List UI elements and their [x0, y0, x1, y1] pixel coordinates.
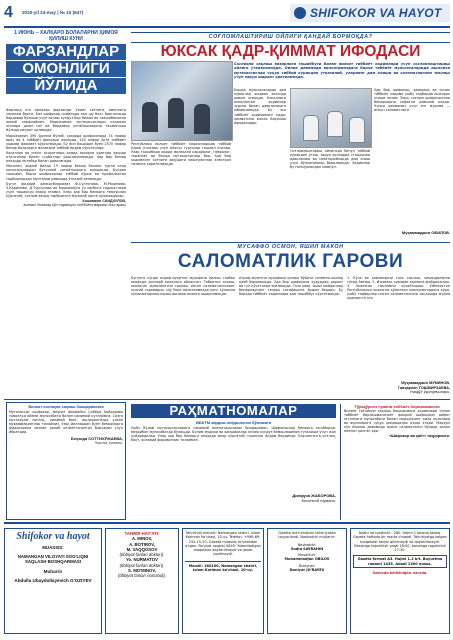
thanks-subtitle: ВБКТМ кардио-нефрология бўлимига [196, 420, 271, 425]
band-divider [4, 399, 450, 400]
designer-name: Doniyor JO'RAYEV [289, 568, 325, 573]
board-member: S. MO'MINOV, [127, 568, 157, 574]
board-member-degree: (tibbiyot fanlari doktori). [119, 562, 165, 568]
issue-info: 2020-yil 24-may | № 10 (647) [22, 10, 84, 15]
price-note: Sotuvda kelishilgan narxda. [372, 571, 428, 576]
left-article-kicker: 1 ИЮНЬ – ХАЛҚАРО БОЛАЛАРНИ ҲИМОЯ ҚИЛИШ КУНИ [14, 30, 118, 42]
masthead [290, 4, 450, 22]
signature-role: вилоят болалар кўп тармоқли тиббиёт маркази бош врачи [23, 203, 126, 208]
thanks-signature [131, 493, 336, 503]
congrats-signature-role: Чортоқ туманы. [94, 441, 123, 446]
board-member: M. VAQQOSOV [126, 546, 158, 552]
board-member: Yo. NURMATOV [126, 557, 158, 563]
footer-editor-label: Muharrir [43, 568, 63, 574]
duty-name: Sodiq SAYRAHIN [290, 546, 324, 551]
congrats-title: Вилоят соғлиқни сақлаш бошқармасига [28, 405, 104, 409]
board-title: TAHRIR HAY'ATI: [124, 531, 160, 536]
feature-photo-checkup [290, 88, 372, 148]
header-divider [4, 26, 450, 28]
congratulation-box [6, 402, 126, 520]
page-number: 4 [4, 4, 13, 21]
title-line: ЙЎЛИДА [6, 78, 126, 94]
thanks-body: Ушбу бўлим мутахассисларига самимий миннатдорчилик билдираман. Шифокорлар беморга эътиборли, меҳрибон муносабатда бўлишди. Бўлим мудири ва ҳамширалар кечаю кундуз беморларимиз тузалиши учун жон куйдирдилар. Улар ҳар бир беморга алоҳида меҳр кўрсатиб, ишончли ёрдам бердилар. Барчангизга соғлиқ, бахт, оилавий фаровонлик тилайман. [131, 426, 336, 443]
signature-name: Дилфуза ЖАБОРОВА, [292, 493, 336, 498]
section-label-text: СОҒЛОМЛАШТИРИШ ОЙЛИГИ ҚАНДАЙ БОРМОҚДА? [208, 34, 373, 40]
feature-photo-medical-staff [131, 61, 233, 141]
paragraph: Фарзанд эта оилалар фарзанди. Унинг соғлиги, омонлиги чинакам бахти. Биз шифокор сифатида ана шу бахт биргаликда бардавор бўлиши учун кечаю кундуз бор билим ва тажрибамизни аямай сарфлаймиз. Марказимиз мутахассислари келажак эгалари доим соғ ва бардавор улғайишларини таъминлаш йўлида меҳнат қилмоқда. [6, 108, 126, 133]
health-section-label [131, 242, 450, 251]
print-box: Gazeta format A3. Hajmi 1.2 b/t. Buyurtma raqami 1435. Adadi 1300 nusxa. [353, 555, 447, 568]
paragraph: Касаллик ва унинг асоратлари ҳамда зарарли одатлар ҳақида ота-оналар билан суҳбатлар уюштирилмоқда. Ҳар бир бемор алоҳида эътибор билан даволанади. [6, 150, 126, 164]
feature-column-3: Соғломлаштириш ойлигида бепул тиббий кўрикдан ўтиш, зарур ҳолларда стационар даволаниш ва санаторийларда дам олиш учун йўлланмалар берилмоқда. Ходимлар бу ғамхўрликдан мамнун. [290, 149, 370, 170]
board-member: A. MINOV, [131, 536, 153, 542]
title-line: ОМОНЛИГИ [6, 61, 126, 77]
signature-name: Хошимжон САИДХУЛОВ, [82, 198, 126, 203]
condolence-box [340, 404, 450, 520]
paragraph: Бугун фидоий ҳамкасбларимиз Ф.Султонова, М.Раҳимова, З.Каримова, Д.Турсунова ва бошқаларга ўз касбига садоқатлари учун ташаккур изҳор этамиз. Улар ҳар бир беморга ғамхўрлик кўрсатиб, соғлом авлод тарбиясига муносиб ҳисса қўшмоқдалар. [6, 181, 126, 198]
footer-logo-title: Shifokor va hayot [16, 531, 90, 542]
footer-editor: Abdulla Ubaydullayevich G'OZIYEV [14, 578, 92, 584]
feature-column-2: Бошқа муассасаларда ҳам кўриклар жадвал асосида давом этмоқда. Касаллиги аниқланган ходимлар зудлик билан даволанишга юборилмоқда. Бу эса тиббиёт ходимининг қадр-қимматини юксак баҳолаш ифодасидир. [234, 88, 286, 125]
paragraph: Масалан, жорий йилда 19 нафар бемор болани турли оғир касалликлардан бутунлай соғайтиришга эришилди. Бундан ташқари, барча шифокорлар тиббий кўрик ва профилактик тадбирлардан мунтазам равишда ўтказиб келмоқда. [6, 164, 126, 181]
feature-column-1: Республика вилоят тиббиёт марказларида тиббий кўрик ўтказиш учун махсус гуруҳлар ташкил этилди. Улар таркибида юқори малакали кардиолог, невролог, терапевт ва бошқа мутахассислар бор. Ҳар бир ходимнинг соғлиғи ҳақидаги маълумотлар электрон тизимга киритилмоқда. [131, 142, 231, 167]
feature-column-4: Ҳар бир шифокор, ҳамшира ва кичик тиббиёт ходими ушбу тадбирда иштирок этиши лозим. Зеро, соғлом шифокоргина беморларни сифатли даволай олади. Чунки ҳаммамиз учун энг муҳими — инсон саломатлиги. [374, 88, 450, 113]
author-name: Муҳаммаджон МУМИНОВ, [401, 381, 450, 385]
condolence-signature: «Шифокор ва ҳаёт» таҳририяти. [388, 433, 450, 438]
footer-address-box [182, 528, 264, 634]
corrector-name: Muhammadjon OBILOV [284, 557, 330, 562]
author-name: Гавҳархон ТОШМИРЗАЕВА, [397, 385, 450, 390]
feature-lead: Соғлиқни сақлаш вазирлиги ташаббуси билан вилоят тиббиёт ходимлари учун соғломлаштириш ойлиги ўтказилмоқда. Ойлик давомида вилоятимиздаги барча тиббиёт муассасаларида ишловчи мутахассислар чуқур тиббий кўрикдан ўтказилиб, уларнинг дам олиши ва саломатлигини тиклаш учун зарур шароит яратилмоқда. [234, 62, 450, 79]
contact-text: Gazeta ma'lumotlari tahririyatda tayyorlandi. Navbatchi muharrir: [278, 531, 336, 540]
footer-founder-box [4, 528, 102, 634]
left-article-body [6, 108, 126, 388]
board-member-degree: (tibbiyot fanlari doktori). [119, 552, 165, 558]
feature-title: ЮКСАК ҚАДР-ҚИММАТ ИФОДАСИ [160, 43, 421, 60]
health-column-3: 1. Кўча ва ҳовлиларни тоза сақлаш, чиқиндиларни тўғри йиғиш. 2. Ичимлик сувидан оқилона фойдаланиш. 3. Экологик таълимни кучайтириш. Ўзбекистон Республикаси экология қўмитаси маълумотларига кўра, ушбу тадбирлар инсон саломатлигини сақлашда муҳим аҳамиятга эга. [347, 276, 450, 301]
board-member-degree: (tibbiyot fanlari nomzodi). [117, 573, 166, 579]
signature-role: Косонсой тумани. [301, 498, 336, 503]
designer-label: Dizayner: [298, 563, 316, 568]
health-column-2: Атроф-муҳитни муҳофаза қилиш бўйича тизимли ишлар олиб борилмоқда. Ҳар бир шифохона ҳудудида дарахт ва гул кўчатлари экилмоқда. Тоза ҳаво, яшил майдонлар беморларнинг тезроқ соғайишига ёрдам беради. Бу борада тиббиёт ходимлари ҳам ташаббус кўрсатмоқда. [239, 276, 343, 297]
address-text: Tahririyat manzili: Namangan shahri, Islom Karimov ko'chasi, 10-uy. Telefon: +998-69-234-15-20. Gazeta muassis ro'yxatidan o'tgan. Ro'yxat raqami 0645. Yuboriladigan maqolalar qaytarilmaydi va javob yozilmaydi. [185, 531, 261, 557]
health-title: САЛОМАТЛИК ГАРОВИ [177, 251, 404, 272]
title-line: ФАРЗАНДЛАР [6, 44, 126, 60]
imprint-footer [4, 522, 450, 638]
address-box: Manzil: 160100, Namangan shahri, Islom Karimov ko'chasi, 10-uy. [185, 561, 261, 573]
footer-founder-label: MUASSIS: [42, 545, 64, 550]
footer-editorial-board [105, 528, 179, 634]
author-role: НамДУ ўқитувчилари. [410, 390, 450, 394]
footer-print-info [350, 528, 450, 634]
page-header [4, 4, 450, 26]
left-article-title [6, 44, 126, 95]
condolence-body: Вилоят соғлиқни сақлаш бошқармаси ходимлари туман тиббиёт бирлашмасининг фахрий шифокори вафот этганлиги муносабати билан марҳумнинг оила аъзолари ва яқинларига чуқур ҳамдардлик изҳор этади. Марҳум кўп йиллар давомида аҳоли саломатлиги йўлида ҳалол меҳнат қилган эди. [344, 409, 450, 434]
board-member: A. BOTIROV, [129, 541, 155, 547]
condolence-title: Тўрақўрғон тумани тиббиёт бирлашмасига [354, 404, 440, 409]
thanks-section-title: РАҲМАТНОМАЛАР [131, 404, 336, 418]
footer-founder: NAMANGAN VILOYATI SOG'LIQNI SAQLASH BOSHQARMASI [17, 553, 89, 564]
newspaper-logo-icon [294, 7, 306, 19]
health-column-1: Бугунги кунда атроф-муҳитни муҳофаза қилиш глобал миқёсда долзарб масалага айланган. Табиатни асраш, экологик мувозанатни сақлаш инсон саломатлигининг асосий гаровидир. Шу боис вилоятимизда кенг кўламли кўкаламзорлаштириш ишлари амалга оширилмоқда. [131, 276, 235, 297]
health-authors [347, 381, 450, 395]
congrats-signature: Беҳзода СОТТИХЎЖАЕВА, [70, 436, 123, 442]
congrats-body: Мутахассис шифокор, меҳнат фахрийси Сайёра Ҳайдарова таваллуд айёми муносабати билан самимий қутлаймиз. Сизга мустаҳкам соғлиқ, оилавий бахт, ишларингизда улкан муваффақиятлар тилаймиз. Узоқ йиллардан буён беморларга фидокорона хизмат қилиб келаётганингиз барчамиз учун ибратдир. [9, 409, 123, 435]
corrector-label: Musahhih: [297, 553, 316, 558]
print-text: Nashr ko'rsatkichi - 260. Hajmi 1 bosma taboq. Gazeta haftada bir marta chiqadi. Tahririyatga kelgan maqolalar taqriz qilinmaydi va qaytarilmaydi. Bosishga topshirish vaqti 18:00, bosishga topshirildi 17:30. [353, 531, 447, 553]
section-label-text: МУСАФФО ОСМОН, ЯШИЛ МАКОН [237, 244, 344, 250]
duty-label: Navbatchi: [297, 542, 317, 547]
paragraph: Марказимиз 395 ўринли бўлиб, ҳозирда шифохонада 74 нафар врач ва 4 тиббиёт фанлари номзоди, 150 нафар ўрта тиббиёт ходими фаолият кўрсатмоқда. Бу йил бошидан буён 2570 нафар бемор болаларга малакали тиббий ёрдам кўрсатилди. [6, 133, 126, 150]
left-article-signature [6, 199, 126, 208]
feature-section-label [131, 32, 450, 43]
feature-author: Муҳаммаджон ОБИЛОВ. [401, 230, 450, 235]
footer-staff-box [267, 528, 347, 634]
masthead-title: SHIFOKOR VA HAYOT [310, 6, 442, 20]
